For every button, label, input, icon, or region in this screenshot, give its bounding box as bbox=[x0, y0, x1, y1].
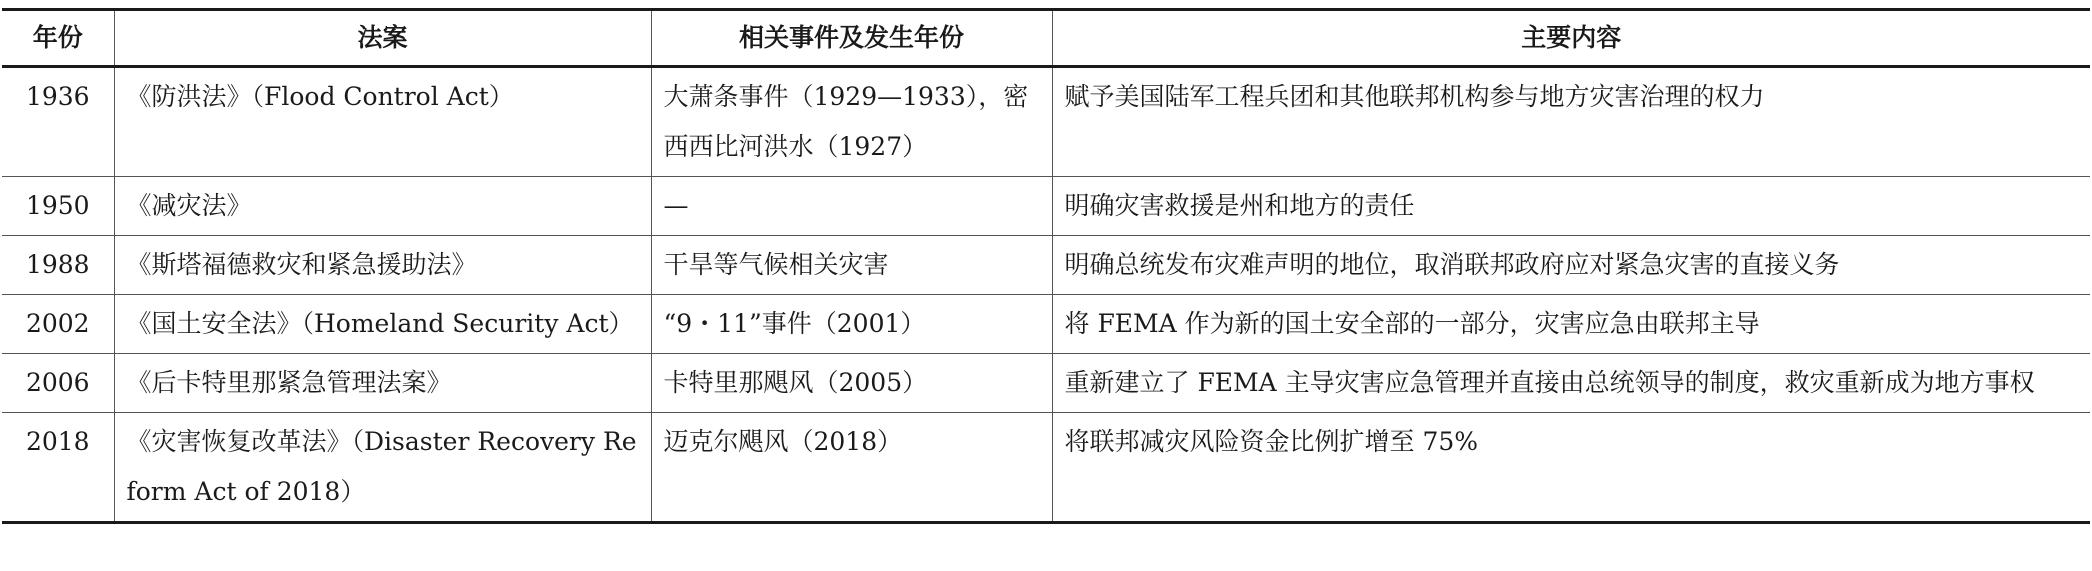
cell-year: 1950 bbox=[2, 177, 114, 236]
cell-content: 明确灾害救援是州和地方的责任 bbox=[1052, 177, 2090, 236]
cell-law: 《斯塔福德救灾和紧急援助法》 bbox=[114, 236, 651, 295]
cell-event: 干旱等气候相关灾害 bbox=[651, 236, 1052, 295]
cell-year: 1988 bbox=[2, 236, 114, 295]
table-row bbox=[2, 236, 2090, 295]
cell-content: 将联邦减灾风险资金比例扩增至 75% bbox=[1052, 413, 2090, 523]
cell-law: 《国土安全法》（Homeland Security Act） bbox=[114, 295, 651, 354]
cell-law: 《灾害恢复改革法》（Disaster Recovery Reform Act of 2018） bbox=[114, 413, 651, 523]
cell-content: 重新建立了 FEMA 主导灾害应急管理并直接由总统领导的制度，救灾重新成为地方事权 bbox=[1052, 354, 2090, 413]
table-row bbox=[2, 413, 2090, 523]
cell-year: 2002 bbox=[2, 295, 114, 354]
cell-event: 卡特里那飓风（2005） bbox=[651, 354, 1052, 413]
header-law: 法案 bbox=[114, 10, 651, 67]
cell-content: 明确总统发布灾难声明的地位，取消联邦政府应对紧急灾害的直接义务 bbox=[1052, 236, 2090, 295]
cell-event: 迈克尔飓风（2018） bbox=[651, 413, 1052, 523]
table-body bbox=[2, 67, 2090, 523]
cell-content: 将 FEMA 作为新的国土安全部的一部分，灾害应急由联邦主导 bbox=[1052, 295, 2090, 354]
cell-year: 1936 bbox=[2, 67, 114, 177]
table-row bbox=[2, 295, 2090, 354]
cell-event: “9・11”事件（2001） bbox=[651, 295, 1052, 354]
cell-law: 《减灾法》 bbox=[114, 177, 651, 236]
table-row bbox=[2, 177, 2090, 236]
header-content: 主要内容 bbox=[1052, 10, 2090, 67]
cell-law: 《防洪法》（Flood Control Act） bbox=[114, 67, 651, 177]
header-year: 年份 bbox=[2, 10, 114, 67]
header-event: 相关事件及发生年份 bbox=[651, 10, 1052, 67]
cell-year: 2006 bbox=[2, 354, 114, 413]
legislation-table bbox=[2, 8, 2090, 524]
cell-year: 2018 bbox=[2, 413, 114, 523]
cell-law: 《后卡特里那紧急管理法案》 bbox=[114, 354, 651, 413]
cell-content: 赋予美国陆军工程兵团和其他联邦机构参与地方灾害治理的权力 bbox=[1052, 67, 2090, 177]
table-row bbox=[2, 67, 2090, 177]
table-row bbox=[2, 354, 2090, 413]
table-header bbox=[2, 10, 2090, 67]
header-row bbox=[2, 10, 2090, 67]
cell-event: — bbox=[651, 177, 1052, 236]
cell-event: 大萧条事件（1929—1933），密西西比河洪水（1927） bbox=[651, 67, 1052, 177]
